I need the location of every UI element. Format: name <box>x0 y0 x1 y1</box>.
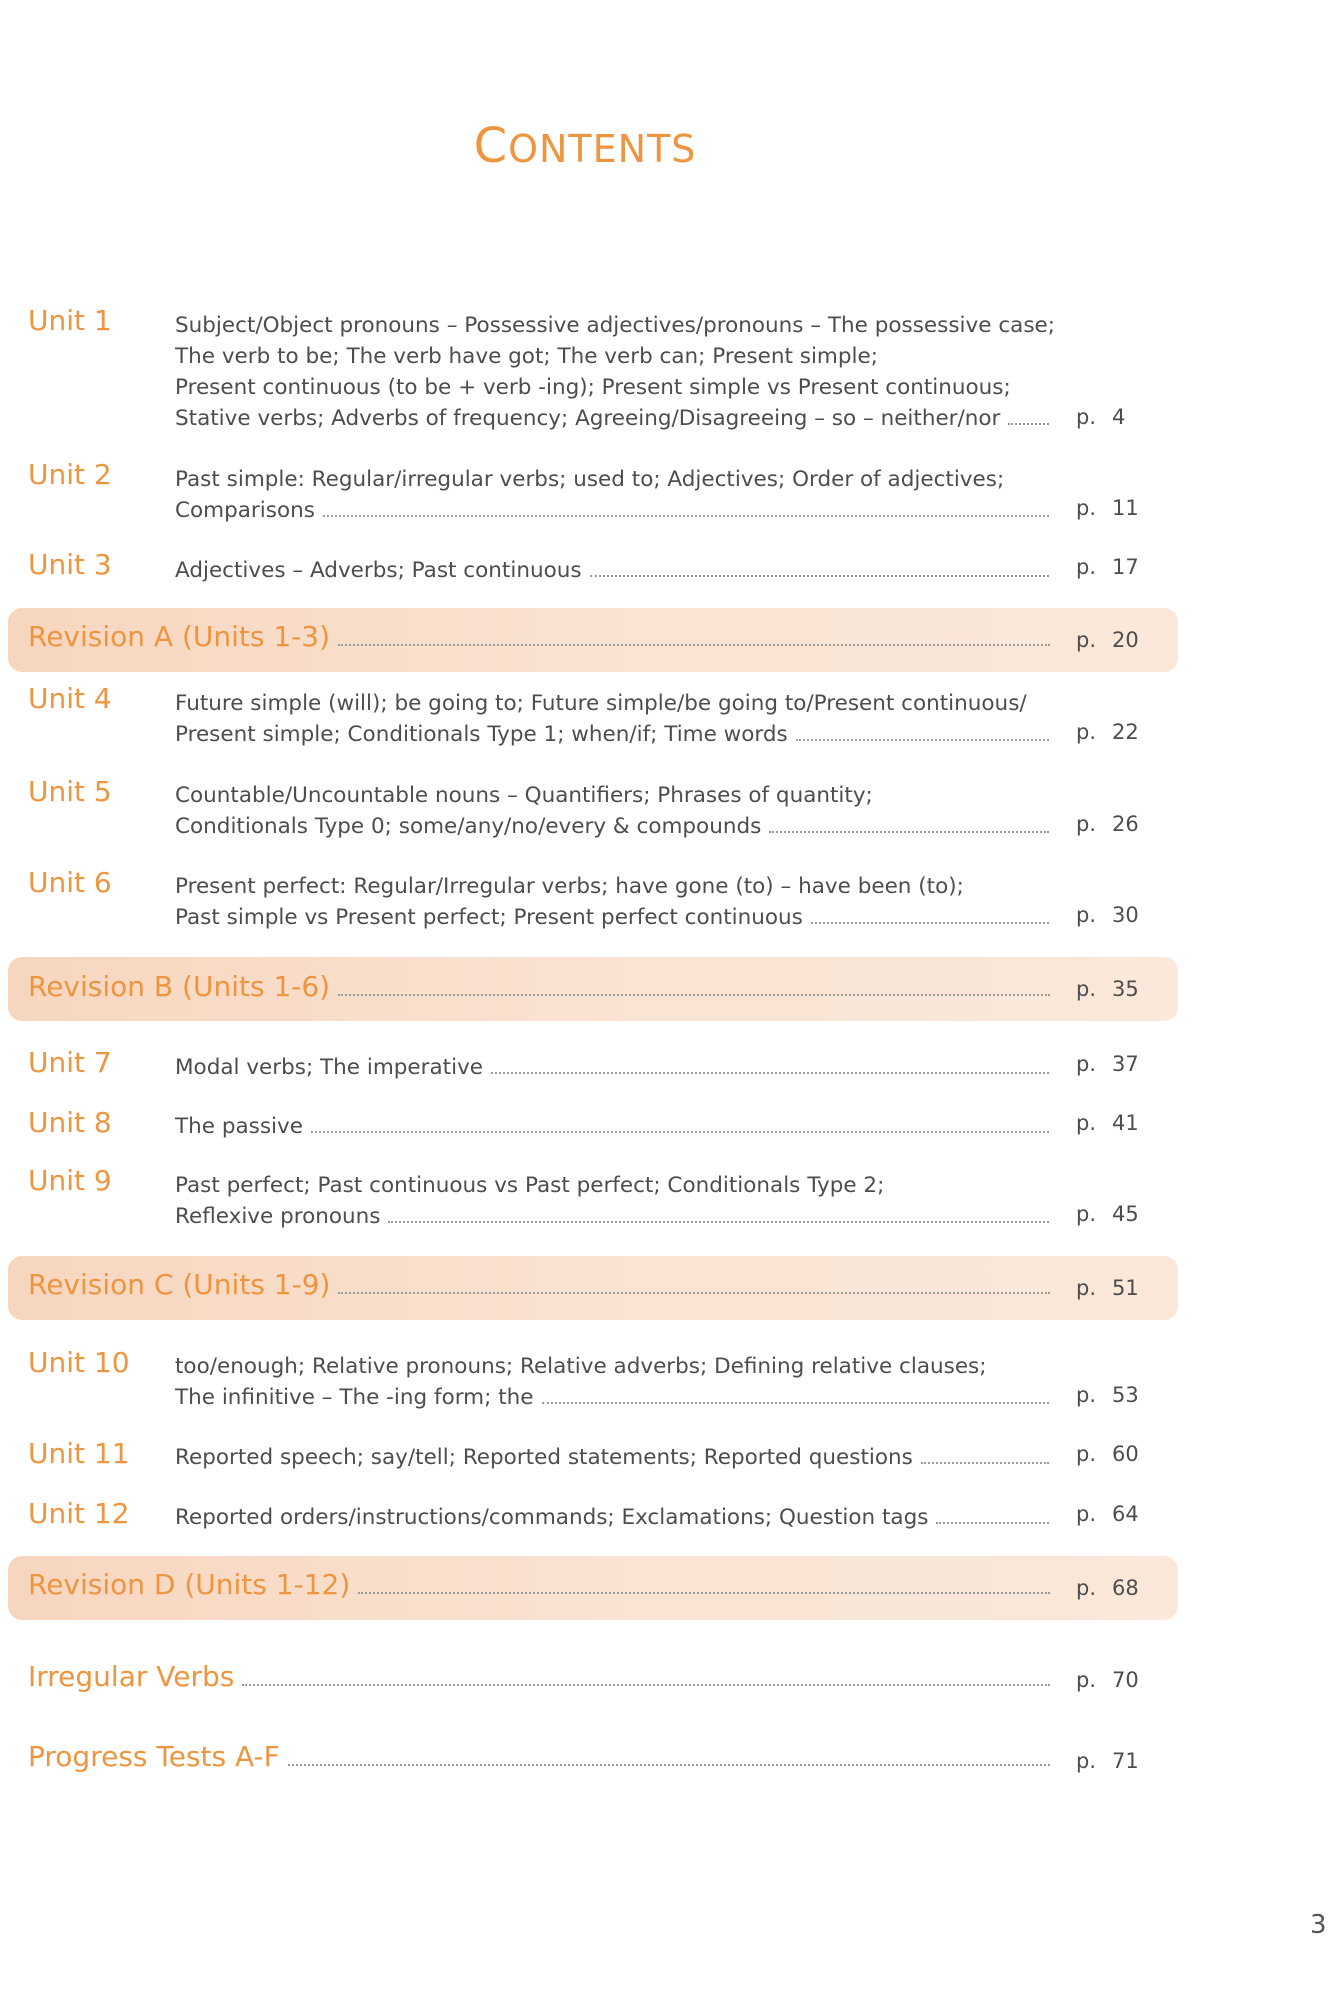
section-label: Irregular Verbs <box>28 1660 235 1693</box>
page-ref: 20 <box>1112 628 1139 652</box>
unit-label: Unit 10 <box>28 1346 130 1379</box>
page-ref: 64 <box>1112 1502 1139 1526</box>
page-ref: 30 <box>1112 903 1139 927</box>
page-ref: 37 <box>1112 1052 1139 1076</box>
page-ref: 70 <box>1112 1668 1139 1692</box>
page-ref: 68 <box>1112 1576 1139 1600</box>
revision-label: Revision D (Units 1-12) <box>28 1568 351 1601</box>
revision-label: Revision C (Units 1-9) <box>28 1268 331 1301</box>
page-ref: 35 <box>1112 977 1139 1001</box>
unit-label: Unit 11 <box>28 1437 130 1470</box>
revision-label: Revision B (Units 1-6) <box>28 970 331 1003</box>
unit-label: Unit 1 <box>28 304 112 337</box>
page-ref: 22 <box>1112 720 1139 744</box>
unit-label: Unit 6 <box>28 866 112 899</box>
unit-label: Unit 5 <box>28 775 112 808</box>
section-label: Progress Tests A-F <box>28 1740 280 1773</box>
page-ref: 11 <box>1112 496 1139 520</box>
unit-label: Unit 8 <box>28 1106 112 1139</box>
page-title: CONTENTS <box>473 118 697 174</box>
page-ref: 45 <box>1112 1202 1139 1226</box>
unit-label: Unit 2 <box>28 458 112 491</box>
page-ref: 26 <box>1112 812 1139 836</box>
unit-label: Unit 12 <box>28 1497 130 1530</box>
revision-label: Revision A (Units 1-3) <box>28 620 331 653</box>
unit-label: Unit 4 <box>28 682 112 715</box>
page-ref: 60 <box>1112 1442 1139 1466</box>
unit-label: Unit 3 <box>28 548 112 581</box>
page-ref: 41 <box>1112 1111 1139 1135</box>
page-ref: 71 <box>1112 1749 1139 1773</box>
page-ref: 53 <box>1112 1383 1139 1407</box>
page-ref: 17 <box>1112 555 1139 579</box>
page-ref: 4 <box>1112 405 1126 429</box>
unit-label: Unit 7 <box>28 1046 112 1079</box>
unit-label: Unit 9 <box>28 1164 112 1197</box>
page-ref: 51 <box>1112 1276 1139 1300</box>
page-number: 3 <box>1310 1910 1327 1940</box>
